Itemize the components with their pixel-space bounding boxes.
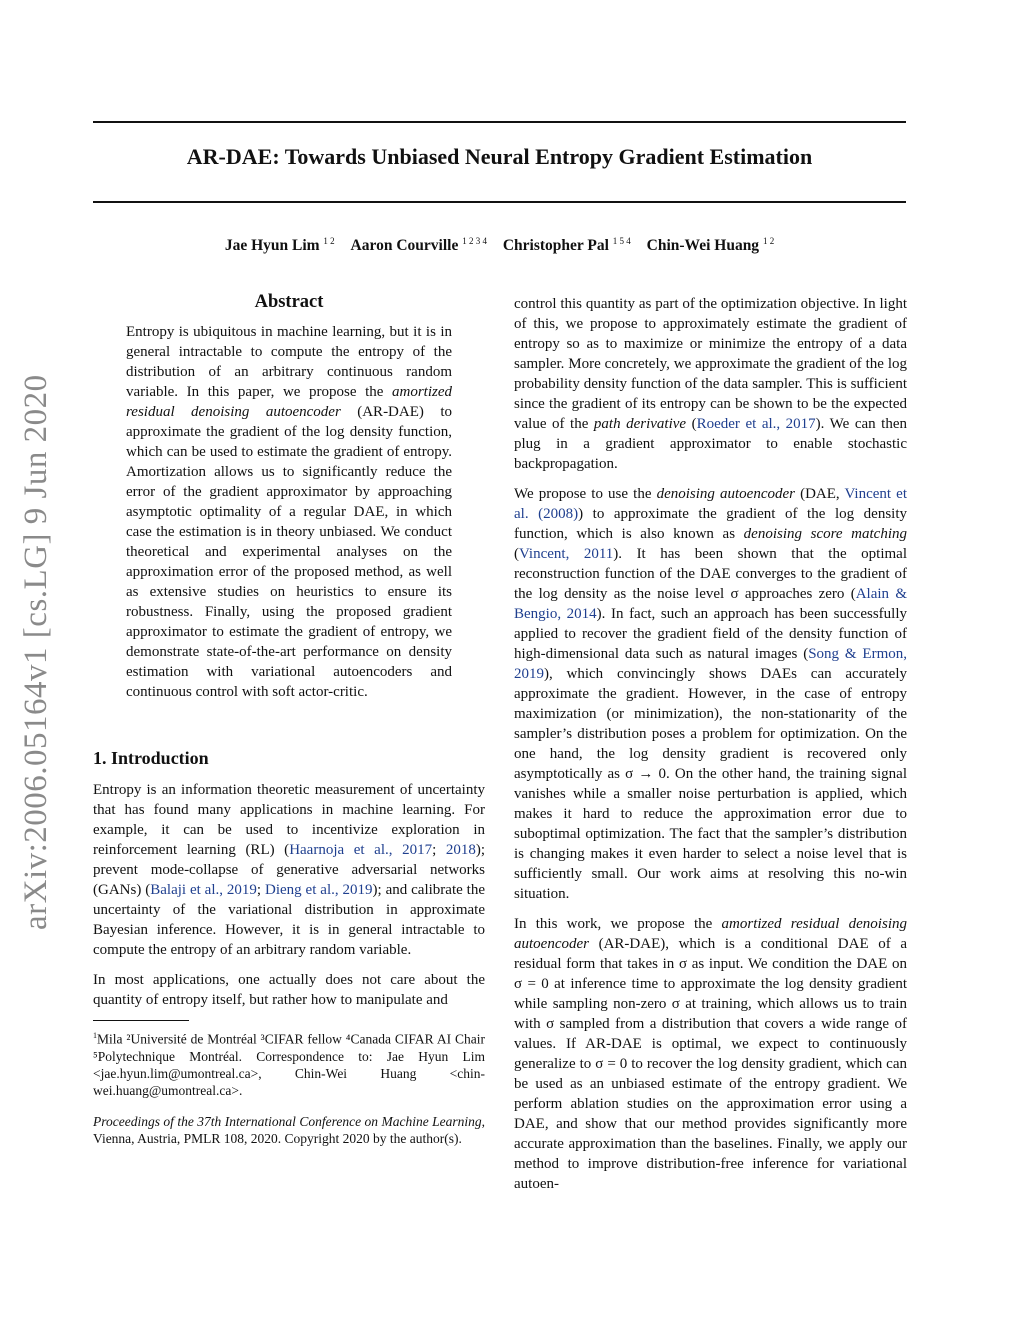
body-emphasis: amortized residual denoising autoencoder (514, 916, 907, 952)
intro-text: ); and calibrate the uncertainty of the variational distribution in approximate Bayesian inference. However, it is in general intractable to compute the entropy of an arbitrary random variable. (93, 882, 485, 958)
body-text: We propose to use the (514, 486, 657, 502)
abstract-body (126, 322, 452, 702)
affiliation-footnote (93, 1027, 485, 1099)
author-4 (647, 237, 775, 254)
right-paragraph-2 (514, 484, 907, 904)
citation-link[interactable]: Vincent et al. (2008) (514, 486, 907, 522)
abstract-emphasis: amortized residual denoising autoencoder (126, 384, 452, 420)
intro-text: Entropy is an information theoretic measurement of uncertainty that has found many applications in machine learning. For example, it can be used to incentivize exploration in reinforcement learning (RL) ( (93, 782, 485, 858)
citation-link[interactable]: Alain & Bengio, 2014 (514, 586, 908, 622)
body-text: ). We can then plug in a gradient approximator to enable stochastic backpropagation. (514, 416, 907, 472)
left-column (93, 290, 485, 1147)
body-text: In this work, we propose the (514, 916, 722, 932)
citation-link[interactable]: Dieng et al., 2019 (265, 882, 373, 898)
citation-link[interactable]: Vincent, 2011 (519, 546, 614, 562)
author-affiliation: 1 2 3 4 (462, 236, 487, 246)
body-emphasis: path derivative (593, 416, 687, 432)
intro-text: ; (256, 882, 265, 898)
proceedings-note (93, 1113, 485, 1147)
intro-paragraph-1 (93, 780, 485, 960)
right-paragraph-1 (514, 294, 907, 474)
right-paragraph-3 (514, 914, 907, 1194)
intro-text: ; (432, 842, 446, 858)
citation-link[interactable]: Balaji et al., 2019 (150, 882, 257, 898)
abstract-heading: Abstract (254, 292, 324, 312)
intro-text: ); prevent mode-collapse of generative adversarial networks (GANs) ( (93, 842, 486, 898)
body-text: ) to approximate the gradient of the log density function, which is also known as (514, 506, 907, 542)
body-text: ). In fact, such an approach has been successfully applied to recover the gradient field of the density function of high-dimensional data such as natural images ( (514, 606, 907, 662)
footnote-mark: 1 (93, 1031, 97, 1040)
body-text: ). It has been shown that the optimal reconstruction function of the DAE converges to the gradient of the log density as the noise level σ approaches zero ( (514, 546, 907, 602)
body-text: (AR-DAE), which is a conditional DAE of a residual form that takes in σ as input. We condition the DAE on σ = 0 at inference time to approximate the log density gradient while sampling non-zero σ at training, which allows us to train with σ sampled from a distribution that covers a wide range of values. If AR-DAE is optimal, we expect to continuously generalize to σ = 0 to recover the log density gradient, which can be used as an unbiased estimate of the entropy gradient. We perform ablation studies on the approximation error using a DAE, and show that our method provides significantly more accurate approximation than the baselines. Finally, we apply our method to improve distribution-free inference for variational autoen- (514, 936, 907, 1192)
body-emphasis: denoising autoencoder (656, 486, 795, 502)
body-text: ( (686, 416, 697, 432)
author-name: Aaron Courville (350, 237, 459, 255)
author-affiliation: 1 5 4 (612, 236, 631, 246)
body-text: control this quantity as part of the optimization objective. In light of this, we propose to approximately estimate the gradient of entropy so as to maximize or minimize the entropy of a data sampler. More concretely, we approximate the gradient of the log probability density function of the data sampler. This is sufficient since the gradient of its entropy can be shown to be the expected value of the (514, 296, 907, 432)
author-1 (225, 237, 335, 254)
body-text: ), which convincingly shows DAEs can accurately approximate the gradient. However, in the case of entropy maximization (or minimization), the non-stationarity of the sampler’s distribution poses a problem for optimization. On the one hand, the log density gradient is recovered only asymptotically as σ → 0. On the other hand, the training signal vanishes while a smaller noise perturbation is applied, which makes it hard to reduce the approximation error due to suboptimal optimization. The fact that the sampler’s distribution is changing makes it even harder to select a noise level that is sufficiently small. Our work aims at resolving this no-win situation. (514, 666, 907, 902)
citation-link[interactable]: Song & Ermon, 2019 (514, 646, 907, 682)
abstract-text: (AR-DAE) to approximate the gradient of the log density function, which can be used to estimate the gradient of entropy. Amortization allows us to significantly reduce the error of the gradient approximator by approaching asymptotic optimality of a regular DAE, in which case the estimation is in theory unbiased. We conduct theoretical and experimental analyses on the approximation error of the proposed method, as well as extensive studies on heuristics to ensure its robustness. Finally, using the proposed gradient approximator to estimate the gradient of entropy, we demonstrate state-of-the-art performance on density estimation with variational autoencoders and continuous control with soft actor-critic. (126, 404, 452, 700)
body-text: ( (514, 546, 519, 562)
right-column (514, 294, 907, 1204)
author-2 (351, 237, 487, 254)
citation-link[interactable]: 2018 (445, 842, 476, 858)
arxiv-identifier-stamp: arXiv:2006.05164v1 [cs.LG] 9 Jun 2020 (18, 374, 54, 930)
author-3 (503, 237, 631, 254)
intro-paragraph-2: In most applications, one actually does not care about the quantity of entropy itself, but rather how to manipulate and (93, 972, 485, 1008)
title-rule-bottom (93, 201, 906, 203)
title-rule-top (93, 121, 906, 123)
author-list (93, 236, 906, 255)
proceedings-text: , Vienna, Austria, PMLR 108, 2020. Copyright 2020 by the author(s). (93, 1113, 485, 1146)
section-heading-introduction: 1. Introduction (93, 748, 209, 768)
footnote-text: Mila ²Université de Montréal ³CIFAR fellow ⁴Canada CIFAR AI Chair ⁵Polytechnique Montréal. Correspondence to: Jae Hyun Lim <jae.hyun.lim@umontreal.ca>, Chin-Wei Huang <chin-wei.huang@umontreal.ca>. (93, 1031, 485, 1098)
proceedings-emphasis: Proceedings of the 37th International Conference on Machine Learning (93, 1113, 482, 1129)
author-affiliation: 1 2 (762, 236, 775, 246)
author-affiliation: 1 2 (323, 236, 335, 246)
citation-link[interactable]: Roeder et al., 2017 (696, 416, 816, 432)
body-emphasis: denoising score matching (743, 526, 907, 542)
author-name: Chin-Wei Huang (646, 237, 760, 255)
paper-title: AR-DAE: Towards Unbiased Neural Entropy Gradient Estimation (186, 144, 813, 169)
author-name: Jae Hyun Lim (224, 237, 320, 255)
author-name: Christopher Pal (502, 237, 609, 255)
footnote-separator (93, 1020, 189, 1021)
abstract-text: Entropy is ubiquitous in machine learning, but it is in general intractable to compute the entropy of the distribution of an arbitrary continuous random variable. In this paper, we propose the (126, 324, 452, 400)
citation-link[interactable]: Haarnoja et al., 2017 (289, 842, 433, 858)
body-text: (DAE, (794, 486, 845, 502)
